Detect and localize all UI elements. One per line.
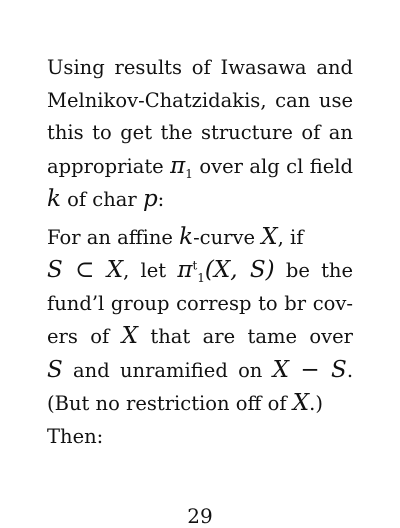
text-line: [47, 354, 353, 388]
math-symbol: k: [47, 186, 61, 212]
text-run: :: [157, 188, 165, 211]
text-run: , let: [123, 259, 167, 282]
text-line: [47, 117, 353, 150]
text-line: [47, 288, 353, 321]
text-line: [47, 183, 353, 217]
math-symbol: X: [292, 390, 310, 416]
text-line: [47, 254, 353, 288]
text-run: be the: [285, 259, 354, 282]
text-run: For an affine: [47, 225, 173, 249]
text-run: (But no restriction off of: [47, 392, 287, 415]
math-subscript: 1: [197, 270, 205, 285]
math-arguments: (X, S): [204, 257, 275, 283]
text-run: of char: [67, 188, 137, 211]
text-run: Then:: [47, 424, 104, 448]
text-run: , if: [277, 225, 304, 249]
math-symbol: X: [106, 257, 124, 283]
text-run: -curve: [193, 225, 256, 249]
text-line: [47, 52, 353, 85]
page-number: 29: [187, 504, 213, 528]
math-symbol: S: [47, 356, 63, 383]
text-line: [47, 85, 353, 118]
math-difference-expr: [272, 356, 354, 383]
text-line: [47, 421, 353, 454]
text-line: [47, 320, 353, 354]
math-subset-expr: [47, 259, 123, 282]
math-symbol: k: [179, 223, 194, 250]
text-run: this to get the structure of an: [47, 121, 353, 144]
text-run: fund’l group corresp to br cov-: [47, 291, 353, 315]
text-run: Melnikov-Chatzidakis, can use: [47, 88, 353, 112]
paragraph-iwasawa: [47, 52, 353, 217]
text-run: .): [309, 392, 323, 415]
text-run: Using results of Iwasawa and: [47, 56, 353, 79]
math-pi1-tame: [177, 257, 275, 285]
math-pi1: [170, 152, 193, 181]
paragraph-affine-curve: [47, 221, 353, 454]
math-symbol: X: [121, 323, 138, 349]
text-line: [47, 387, 353, 421]
slide-body: [47, 52, 353, 453]
text-line: [47, 221, 353, 255]
math-symbol: X: [261, 223, 278, 250]
text-run: .: [346, 358, 354, 382]
math-superscript: t: [192, 258, 198, 273]
text-run: that are tame over: [150, 325, 353, 348]
math-symbol: π: [170, 152, 186, 179]
text-run: over alg cl field: [199, 154, 354, 178]
math-expression: X − S: [272, 356, 347, 383]
text-run: appropriate: [47, 154, 164, 178]
text-run: and unramified on: [73, 358, 263, 382]
math-subscript: 1: [185, 166, 193, 181]
text-run: ers of: [47, 325, 110, 348]
math-operator: ⊂: [62, 257, 107, 283]
math-symbol: π: [177, 257, 193, 283]
math-symbol: S: [47, 257, 63, 283]
text-line: [47, 150, 353, 184]
math-symbol: p: [142, 186, 158, 212]
